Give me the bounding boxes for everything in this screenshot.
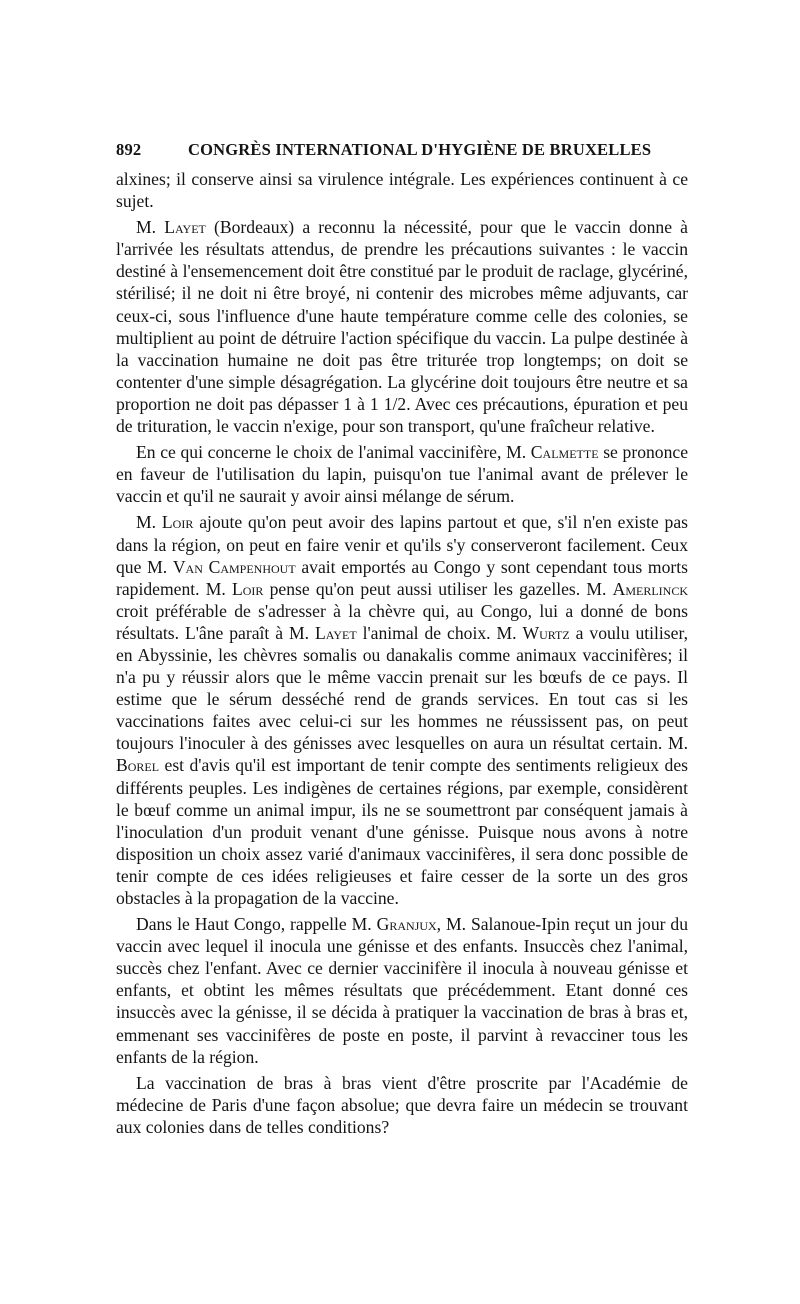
- text-run: l'animal de choix. M.: [356, 622, 523, 643]
- text-run: pense qu'on peut aussi utiliser les gazelles. M.: [263, 578, 613, 599]
- text-run: M.: [136, 512, 162, 533]
- person-name: Loir: [231, 578, 264, 599]
- text-run: Dans le Haut Congo, rappelle M.: [136, 914, 377, 935]
- text-run: , M. Salanoue-Ipin reçut un jour du vaccin avec lequel il inocula une génisse et des enfants. Insuccès chez l'animal, succès chez l'enfant. Avec ce dernier vaccinifère il inocula à nouveau génisse et enfants, et obtint les mêmes résultats que précédemment. Etant donné ces insuccès avec la génisse, il se décida à pratiquer la vaccination de bras à bras et, emmenant ses vaccinifères de poste en poste, il parvint à revacciner tous les enfants de la région.: [116, 914, 689, 1067]
- text-run: avait emportés au Congo y sont cependant tous morts rapidement. M.: [116, 556, 688, 599]
- text-run: est d'avis qu'il est important de tenir compte des sentiments religieux des différents peuples. Les indigènes de certaines régions, par exemple, considèrent le bœuf comme un animal impur, ils ne se soumettront par conséquent jamais à l'inoculation d'un produit venant d'une génisse. Puisque nous avons à notre disposition un choix assez varié d'animaux vaccinifères, il sera donc possible de tenir compte de ces idées religieuses et faire cesser de la sorte un des gros obstacles à la propagation de la vaccine.: [116, 755, 688, 908]
- paragraph-granjux-haut-congo: [116, 913, 688, 1068]
- paragraph-layet-vaccine-precautions: [116, 216, 688, 437]
- text-run: croit préférable de s'adresser à la chèvre qui, au Congo, lui a donné de bons résultats. L'âne paraît à M.: [116, 600, 688, 643]
- text-run: La vaccination de bras à bras vient d'être proscrite par l'Académie de médecine de Paris d'une façon absolue; que devra faire un médecin se trouvant aux colonies dans de telles conditions?: [116, 1072, 688, 1137]
- paragraph-vaccinifer-animals-discussion: [116, 511, 688, 909]
- page-number: 892: [116, 140, 142, 159]
- text-run: se prononce en faveur de l'utilisation du lapin, puisqu'on tue l'animal avant de prélever le vaccin et qu'il ne saurait y avoir ainsi mélange de sérum.: [116, 442, 688, 507]
- running-head: [116, 140, 688, 160]
- person-name: Granjux: [376, 914, 437, 935]
- text-run: a voulu utiliser, en Abyssinie, les chèvres somalis ou danakalis comme animaux vaccinifères; il n'a pu y réussir alors que le même vaccin prenait sur les bœufs de ce pays. Il estime que le sérum desséché rend de grands services. En tout cas si les vaccinations faites avec celui-ci sur les hommes ne réussissent pas, on peut toujours l'inoculer à des génisses avec lesquelles on aura un résultat certain. M.: [116, 622, 688, 754]
- paragraph-arm-to-arm-question: [116, 1072, 688, 1138]
- person-name: Van Campenhout: [172, 556, 296, 577]
- body-text: [116, 168, 688, 1138]
- text-run: En ce qui concerne le choix de l'animal vaccinifère, M.: [136, 442, 531, 463]
- person-name: Amerlinck: [612, 578, 689, 599]
- paragraph-continuation: [116, 168, 688, 212]
- person-name: Loir: [161, 512, 194, 533]
- text-run: M.: [136, 217, 165, 238]
- person-name: Wurtz: [522, 622, 570, 643]
- paragraph-calmette-rabbit: [116, 441, 688, 507]
- person-name: Layet: [164, 217, 206, 238]
- person-name: Borel: [116, 755, 160, 776]
- person-name: Calmette: [530, 442, 599, 463]
- book-page: [116, 140, 688, 1138]
- text-run: ajoute qu'on peut avoir des lapins partout et que, s'il n'en existe pas dans la région, on peut en faire venir et qu'ils s'y conserveront facilement. Ceux que M.: [116, 512, 688, 577]
- text-run: (Bordeaux) a reconnu la nécessité, pour que le vaccin donne à l'arrivée les résultats attendus, de prendre les précautions suivantes : le vaccin destiné à l'ensemencement doit être constitué par le produit de raclage, glycériné, stérilisé; il ne doit ni être broyé, ni contenir des microbes même adjuvants, car ceux-ci, sous l'influence d'une haute température comme celle des colonies, se multiplient au point de détruire l'action spécifique du vaccin. La pulpe destinée à la vaccination humaine ne doit pas être triturée trop longtemps; on doit se contenter d'une simple désagrégation. La glycérine doit toujours être neutre et sa proportion ne doit pas dépasser 1 à 1 1/2. Avec ces précautions, épuration et peu de trituration, le vaccin n'exige, pour son transport, qu'une fraîcheur relative.: [116, 217, 688, 437]
- person-name: Layet: [315, 622, 357, 643]
- text-run: alxines; il conserve ainsi sa virulence intégrale. Les expériences continuent à ce sujet.: [116, 169, 688, 212]
- running-title: CONGRÈS INTERNATIONAL D'HYGIÈNE DE BRUXELLES: [188, 140, 652, 159]
